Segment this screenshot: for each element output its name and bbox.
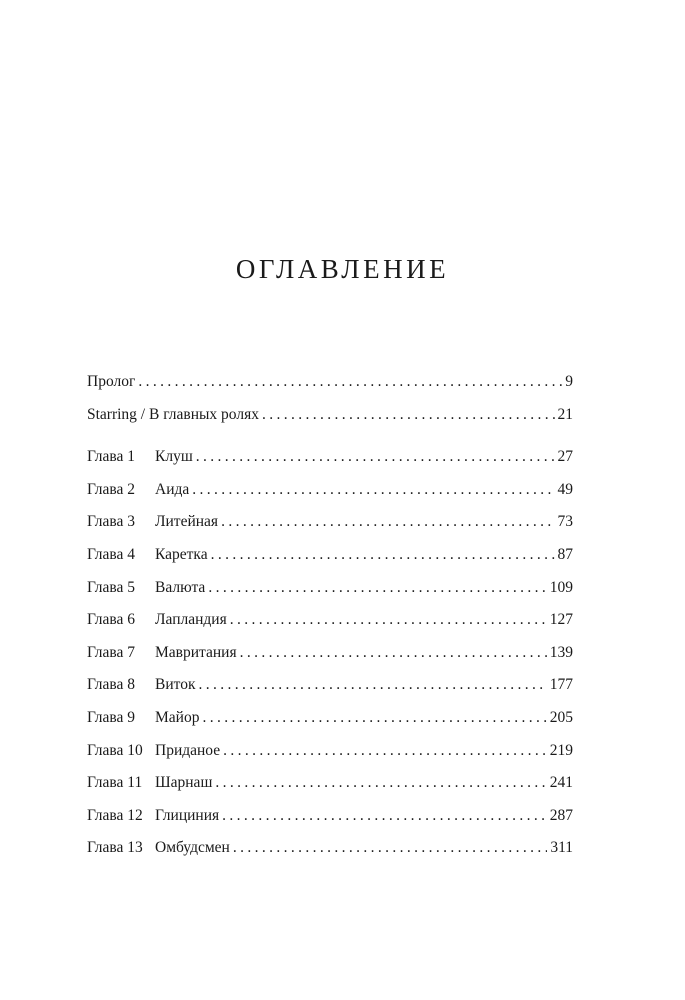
dot-leader [262,406,555,424]
toc-entry-chapter [87,644,573,677]
dot-leader [202,709,546,727]
toc-entry-chapter [87,481,573,514]
entry-title: Майор [155,708,200,726]
entry-page: 241 [549,774,573,792]
chapter-label: Глава 10 [87,741,143,759]
entry-title: Каретка [155,545,208,563]
entry-page: 9 [565,373,573,390]
dot-leader [138,373,562,391]
toc-entry-chapter [87,807,573,840]
chapter-label: Глава 4 [87,545,136,563]
entry-title: Омбудсмен [155,839,230,857]
dot-leader [230,611,547,629]
entry-page: 205 [549,708,573,726]
entry-page: 27 [557,448,573,466]
entry-page: 219 [549,741,573,759]
chapter-label: Глава 3 [87,513,136,531]
entry-title: Пролог [87,373,136,390]
entry-title: Лапландия [155,611,227,629]
entry-title: Литейная [155,513,219,531]
chapter-label: Глава 6 [87,611,136,629]
chapter-label: Глава 11 [87,774,143,792]
toc-entry-chapter [87,676,573,709]
chapter-label: Глава 1 [87,448,136,466]
dot-leader [211,546,555,564]
toc-entry-chapter [87,611,573,644]
entry-page: 311 [550,839,573,857]
chapter-label: Глава 8 [87,676,136,694]
dot-leader [198,676,546,694]
toc-entry-chapter [87,579,573,612]
toc-entry-chapter [87,742,573,775]
chapter-label: Глава 7 [87,643,136,661]
dot-leader [196,448,555,466]
toc-entry-chapter [87,546,573,579]
toc-entry-chapter [87,709,573,742]
dot-leader [192,481,554,499]
chapter-label: Глава 5 [87,578,136,596]
entry-page: 127 [549,611,573,629]
toc-entry-starring [87,406,573,439]
toc-entry-prologue [87,373,573,406]
entry-title: Валюта [155,578,206,596]
entry-page: 177 [549,676,573,694]
entry-title: Приданое [155,741,221,759]
page-title: ОГЛАВЛЕНИЕ [235,254,450,285]
entry-title: Starring / В главных ролях [87,405,259,423]
dot-leader [233,839,547,857]
entry-page: 287 [549,806,573,824]
entry-page: 49 [557,480,573,498]
entry-page: 21 [557,405,573,423]
chapter-label: Глава 2 [87,480,136,498]
entry-page: 87 [557,545,573,563]
toc-entry-chapter [87,774,573,807]
dot-leader [240,644,547,662]
table-of-contents [87,373,573,872]
dot-leader [223,742,547,760]
dot-leader [215,774,546,792]
entry-page: 73 [557,513,573,531]
dot-leader [221,513,554,531]
dot-leader [222,807,547,825]
entry-page: 139 [549,643,573,661]
chapter-label: Глава 9 [87,708,136,726]
entry-title: Мавритания [155,643,237,661]
entry-title: Шарнаш [155,774,213,792]
entry-title: Глициния [155,806,220,824]
chapter-label: Глава 13 [87,839,143,857]
toc-entry-chapter [87,839,573,872]
entry-page: 109 [549,578,573,596]
chapter-label: Глава 12 [87,806,143,824]
entry-title: Клуш [155,448,193,466]
entry-title: Аида [155,480,190,498]
dot-leader [208,579,546,597]
entry-title: Виток [155,676,196,694]
toc-entry-chapter [87,448,573,481]
toc-entry-chapter [87,513,573,546]
